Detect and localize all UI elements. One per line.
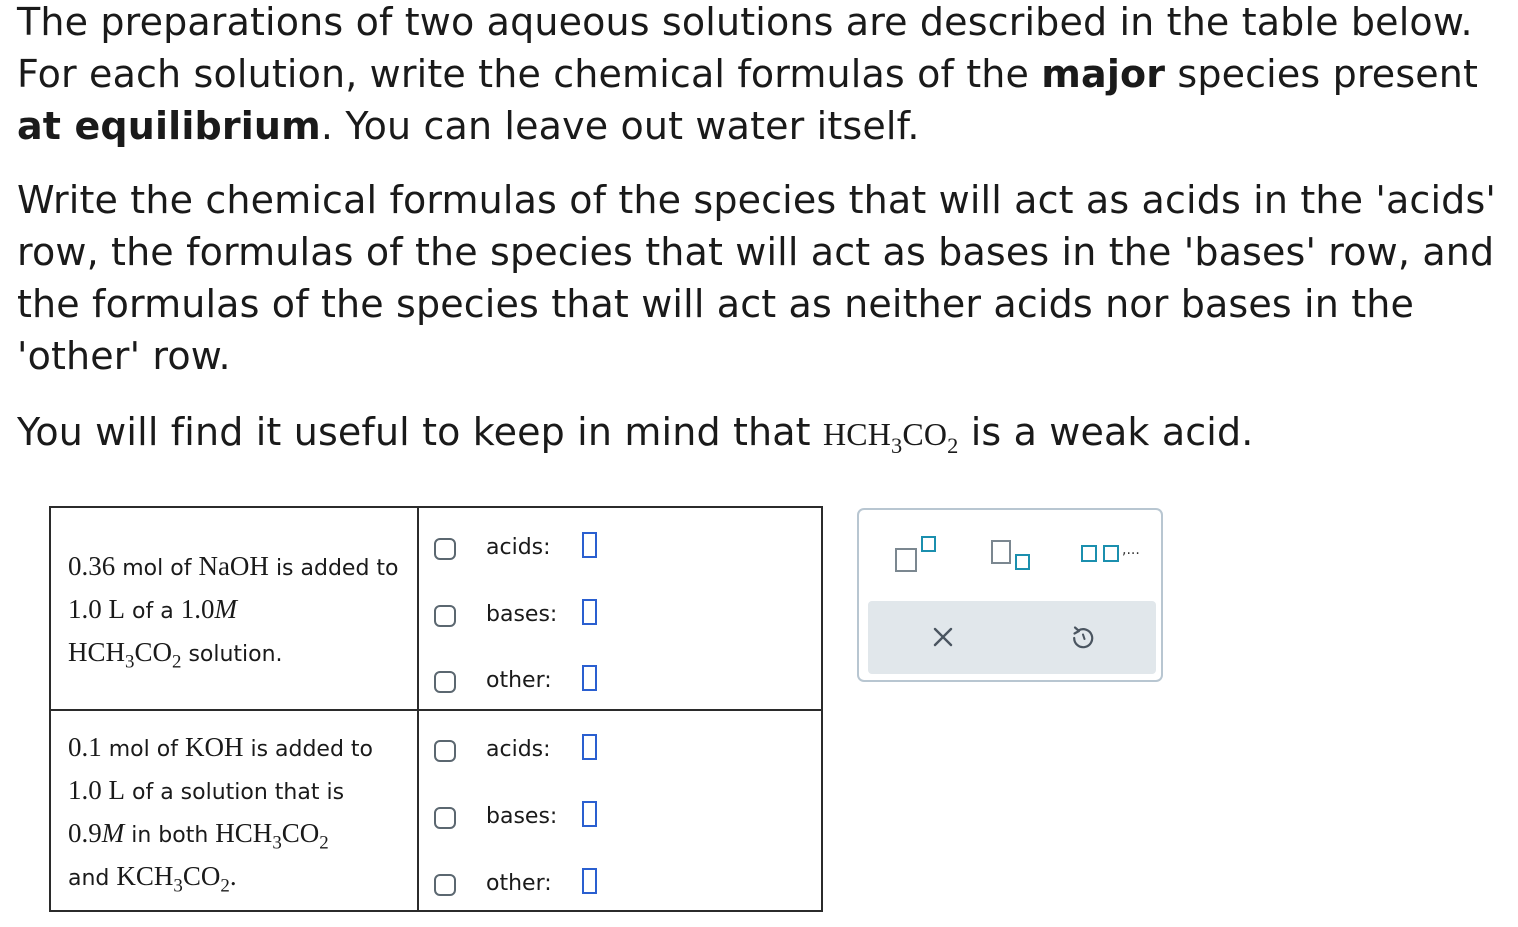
other-label: other: — [486, 871, 552, 896]
acids-input[interactable] — [582, 532, 597, 558]
formula-toolbar — [857, 508, 1163, 682]
instructions-paragraph-3 — [17, 406, 1507, 460]
acids-checkbox[interactable] — [434, 538, 456, 560]
instructions-text: . You can leave out water itself. — [320, 104, 920, 148]
solutions-table — [49, 506, 823, 912]
action-bar — [868, 601, 1156, 674]
instructions-text: The preparations of two aqueous solutions are described in the table below. For each solution, write the chemical formulas of the — [17, 0, 1473, 96]
answer-cell — [421, 711, 821, 910]
answer-line-bases — [421, 797, 821, 837]
weak-acid-formula: $HCH_3CO_2$ — [822, 416, 959, 458]
acids-label: acids: — [486, 737, 551, 762]
undo-button[interactable] — [1068, 622, 1098, 652]
bases-checkbox[interactable] — [434, 605, 456, 627]
acids-label: acids: — [486, 535, 551, 560]
other-checkbox[interactable] — [434, 671, 456, 693]
acids-input[interactable] — [582, 734, 597, 760]
solution-description-cell — [51, 711, 419, 910]
emphasis-equilibrium: at equilibrium — [17, 104, 321, 148]
list-button[interactable]: ,... — [1077, 540, 1147, 568]
table-row — [51, 508, 821, 711]
solution-description-cell — [51, 508, 419, 709]
bases-label: bases: — [486, 804, 558, 829]
table-row — [51, 711, 821, 910]
other-checkbox[interactable] — [434, 874, 456, 896]
answer-line-acids — [421, 528, 821, 568]
bases-checkbox[interactable] — [434, 807, 456, 829]
instructions-paragraph-2: Write the chemical formulas of the species that will act as acids in the 'acids' row, the formulas of the species that will act as bases in the 'bases' row, and the formulas of the species that will act as neither acids nor bases in the 'other' row. — [17, 178, 1496, 378]
clear-button[interactable] — [928, 622, 958, 652]
emphasis-major: major — [1041, 52, 1166, 96]
other-input[interactable] — [582, 868, 597, 894]
answer-line-bases — [421, 595, 821, 635]
bases-input[interactable] — [582, 599, 597, 625]
instructions-paragraph-1 — [17, 0, 1487, 152]
answer-line-other — [421, 661, 821, 701]
bases-input[interactable] — [582, 801, 597, 827]
answer-line-acids — [421, 730, 821, 770]
bases-label: bases: — [486, 602, 558, 627]
instructions-text: is a weak acid. — [970, 410, 1254, 454]
subscript-button[interactable] — [991, 536, 1035, 572]
answer-cell — [421, 508, 821, 709]
instructions-text: species present — [1177, 52, 1479, 96]
clear-icon — [928, 622, 958, 652]
solution-description: 0.1 mol of KOH is added to 1.0 L of a solution that is 0.9M in both $HCH_3CO_2$ and $KCH_3CO_2$. — [68, 732, 374, 897]
answer-line-other — [421, 864, 821, 904]
other-input[interactable] — [582, 665, 597, 691]
superscript-button[interactable] — [895, 536, 939, 572]
acids-checkbox[interactable] — [434, 740, 456, 762]
other-label: other: — [486, 668, 552, 693]
instructions-text: You will find it useful to keep in mind that — [17, 410, 811, 454]
solution-description: 0.36 mol of NaOH is added to 1.0 L of a 1.0M $HCH_3CO_2$ solution. — [68, 551, 399, 673]
undo-icon — [1068, 622, 1098, 652]
